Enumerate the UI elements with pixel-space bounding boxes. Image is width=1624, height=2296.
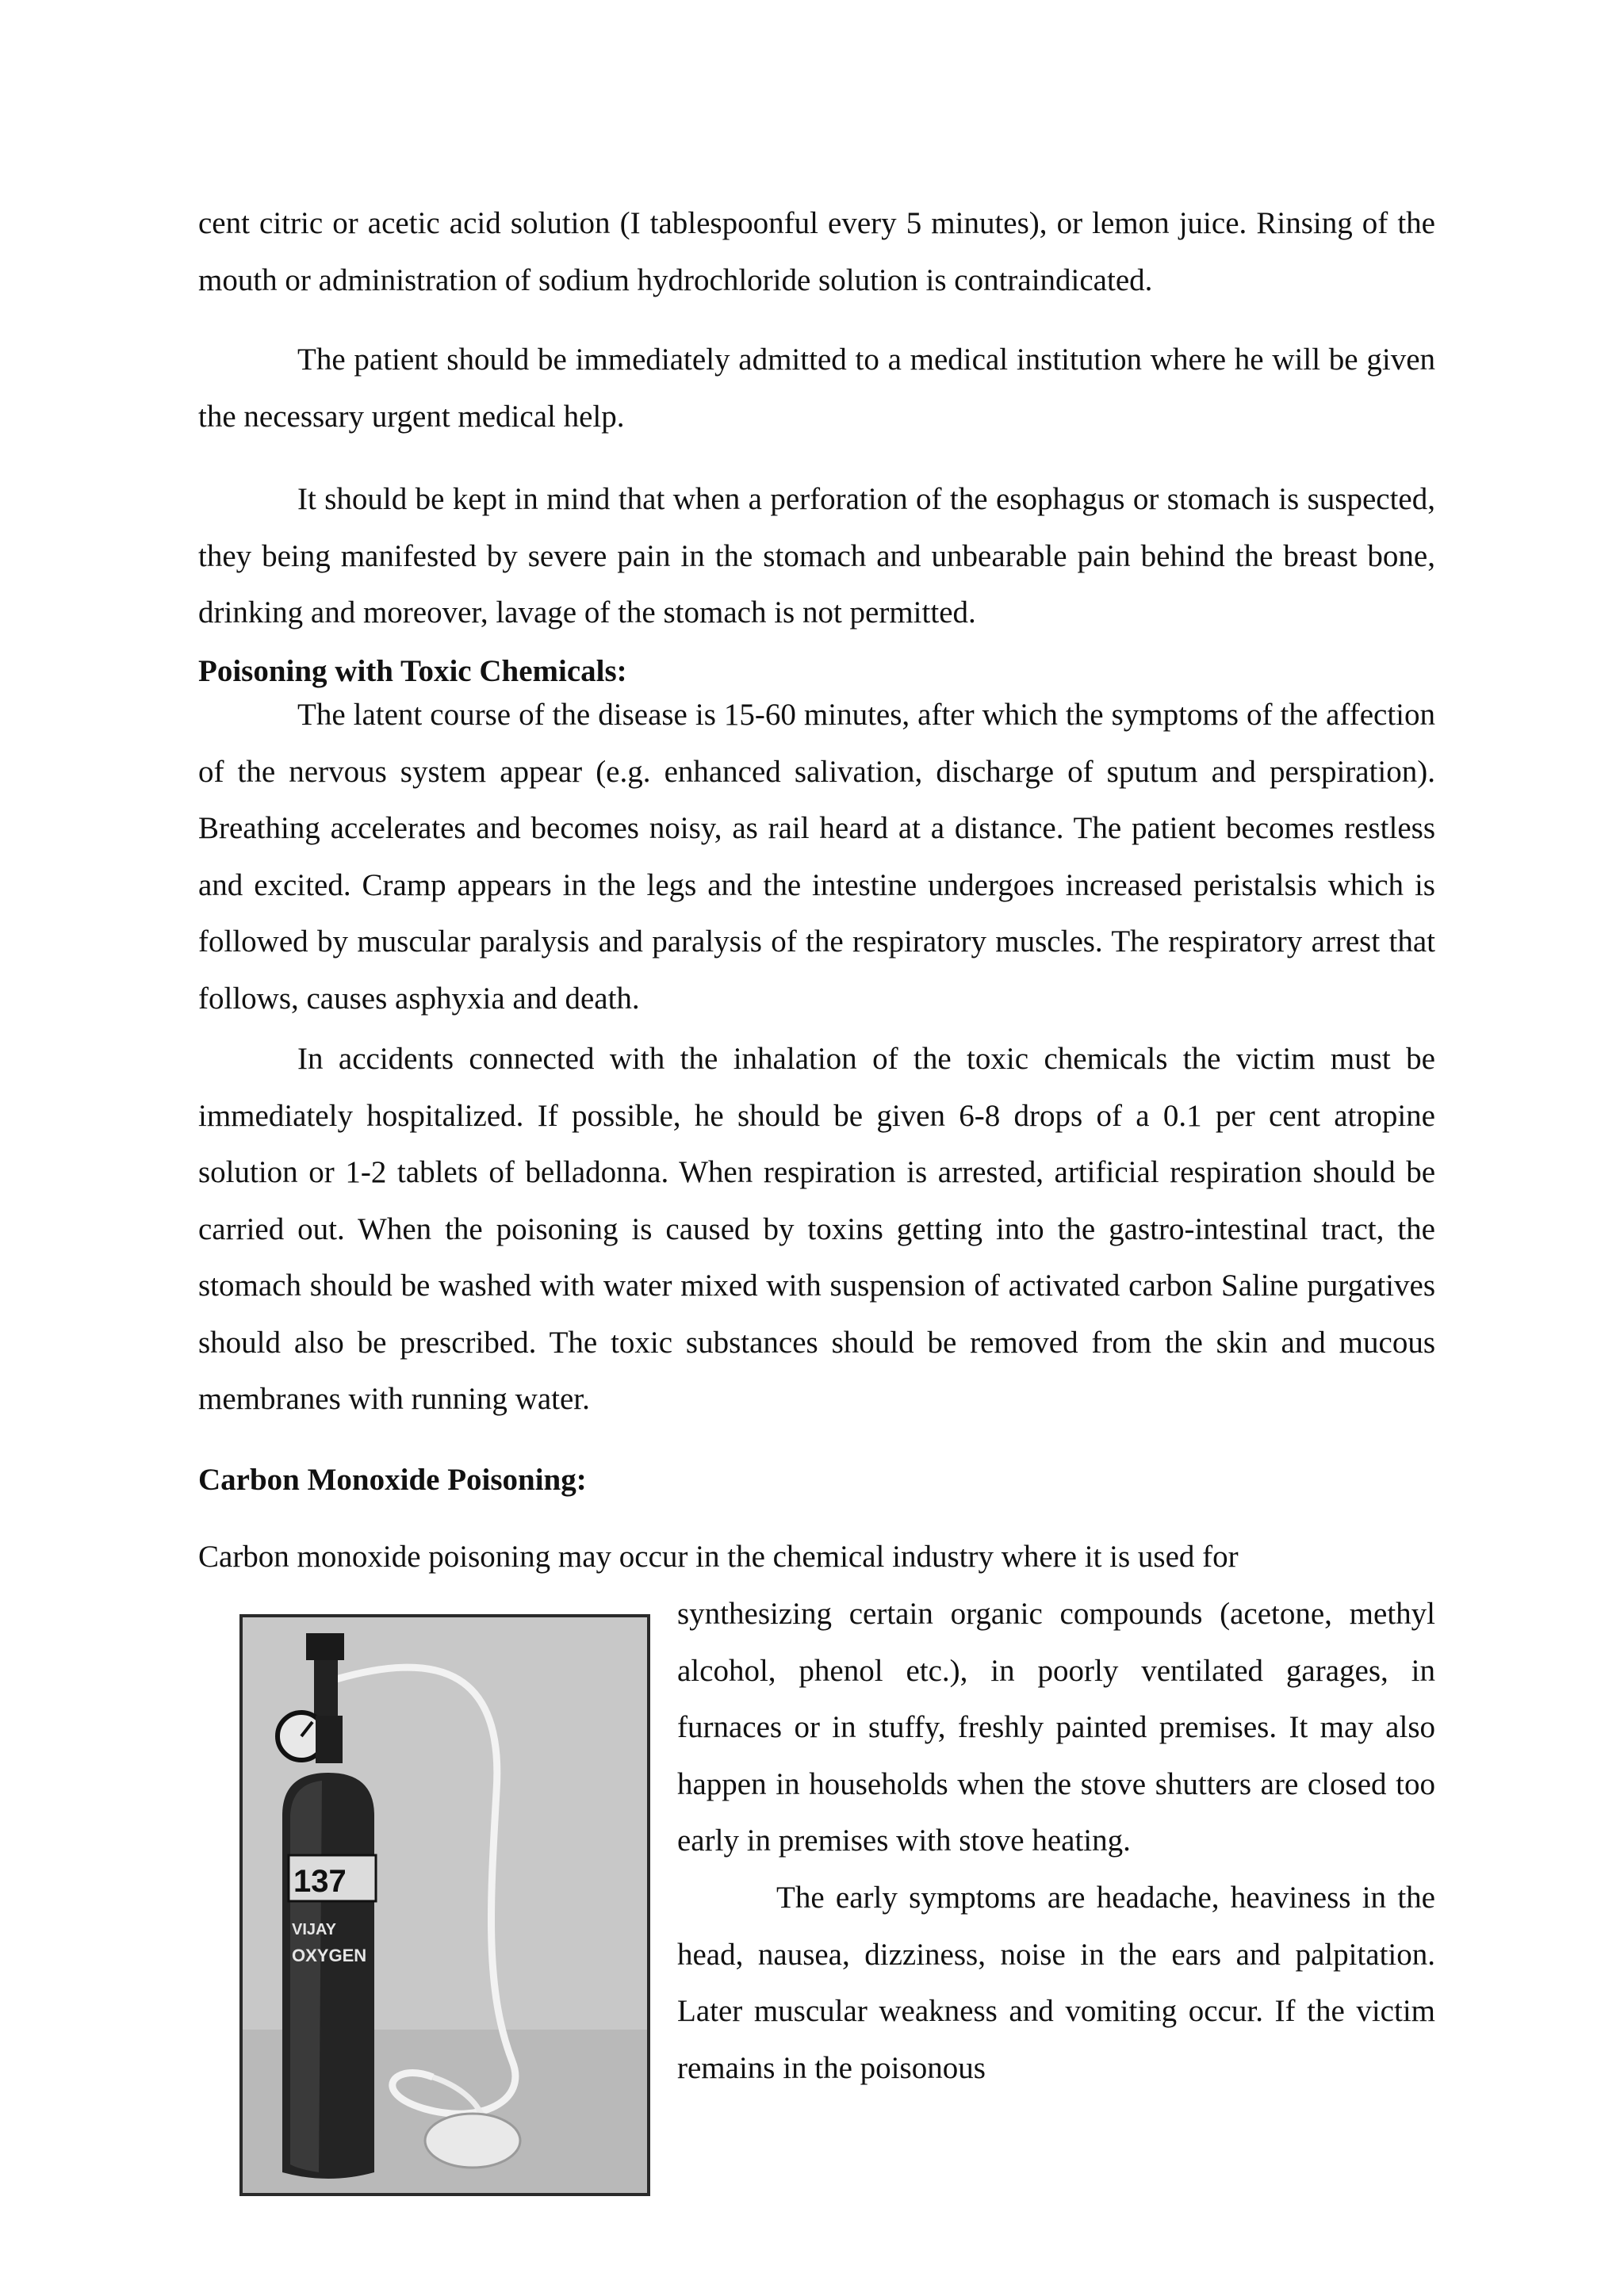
paragraph-latent-course: The latent course of the disease is 15-60 minutes, after which the symptoms of the affection of the nervous system appear (e.g. enhanced salivation, discharge of sputum and perspiration). Breathing accelerates and becomes noisy, as rail heard at a distance. The patient becomes restless and excited. Cramp appears in the legs and the intestine undergoes increased peristalsis which is followed by muscular paralysis and paralysis of the respiratory muscles. The respiratory arrest that follows, causes asphyxia and death. (198, 698, 1435, 1016)
cylinder-label-number: 137 (293, 1864, 347, 1899)
paragraph-perforation: It should be kept in mind that when a perforation of the esophagus or stomach is suspected, they being manifested by severe pain in the stomach and unbearable pain behind the breast bone, drinking and moreover, lavage of the stomach is not permitted. (198, 482, 1435, 629)
oxygen-cylinder-icon (243, 1617, 647, 2193)
paragraph-carbon-monoxide-sources: synthesizing certain organic compounds (acetone, methyl alcohol, phenol etc.), in poorly ventilated garages, in furnaces or in stuffy, freshly painted premises. It may also happen in households when the stove shutters are closed too early in premises with stove heating. (677, 1597, 1435, 1858)
paragraph-admit-patient: The patient should be immediately admitted to a medical institution where he will be given the necessary urgent medical help. (198, 342, 1435, 434)
oxygen-cylinder-photo (239, 1614, 650, 2196)
paragraph-early-symptoms: The early symptoms are headache, heaviness in the head, nausea, dizziness, noise in the ears and palpitation. Later muscular weakness and vomiting occur. If the victim remains in the poisonous (677, 1881, 1435, 2085)
heading-carbon-monoxide: Carbon Monoxide Poisoning: (198, 1463, 587, 1497)
paragraph-citric-acid: cent citric or acetic acid solution (I tablespoonful every 5 minutes), or lemon juice. Rinsing of the mouth or administration of sodium hydrochloride solution is contraindicated. (198, 206, 1435, 297)
cylinder-label-brand: VIJAY (292, 1921, 336, 1938)
paragraph-carbon-monoxide-first-line: Carbon monoxide poisoning may occur in the chemical industry where it is used for (198, 1540, 1239, 1574)
heading-toxic-chemicals: Poisoning with Toxic Chemicals: (198, 654, 627, 688)
cylinder-label-type: OXYGEN (292, 1946, 367, 1965)
paragraph-inhalation-accidents: In accidents connected with the inhalation of the toxic chemicals the victim must be immediately hospitalized. If possible, he should be given 6-8 drops of a 0.1 per cent atropine solution or 1-2 tablets of belladonna. When respiration is arrested, artificial respiration should be carried out. When the poisoning is caused by toxins getting into the gastro-intestinal tract, the stomach should be washed with water mixed with suspension of activated carbon Saline purgatives should also be prescribed. The toxic substances should be removed from the skin and mucous membranes with running water. (198, 1042, 1435, 1416)
